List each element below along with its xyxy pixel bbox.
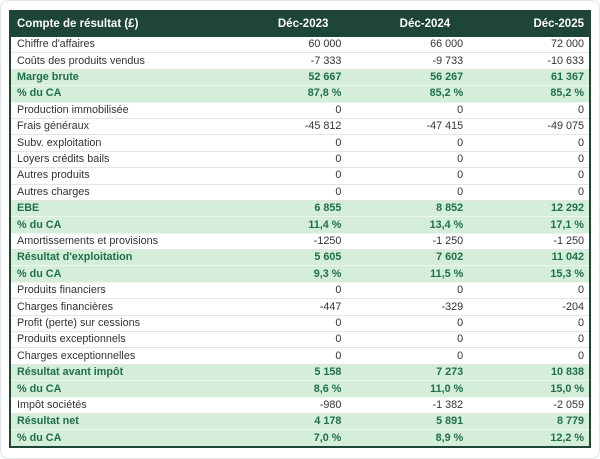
cell-value: 12 292 [468, 200, 590, 216]
cell-value: 0 [346, 102, 468, 118]
row-label: % du CA [10, 86, 225, 102]
cell-value: 8 852 [346, 200, 468, 216]
cell-value: 0 [468, 332, 590, 348]
row-label: % du CA [10, 381, 225, 397]
table-row [10, 184, 590, 200]
cell-value: 11,4 % [225, 217, 347, 233]
row-label: Frais généraux [10, 118, 225, 134]
cell-value: 7,0 % [225, 430, 347, 447]
cell-value: 0 [468, 151, 590, 167]
row-label: Produits financiers [10, 282, 225, 298]
table-header-title: Compte de résultat (£) [10, 11, 225, 37]
cell-value: -10 633 [468, 53, 590, 69]
row-label: Autres produits [10, 168, 225, 184]
cell-value: 60 000 [225, 37, 347, 53]
table-header-dec-2024: Déc-2024 [346, 11, 468, 37]
cell-value: -47 415 [346, 118, 468, 134]
cell-value: 5 605 [225, 250, 347, 266]
table-row [10, 217, 590, 233]
cell-value: 0 [468, 102, 590, 118]
table-row [10, 69, 590, 85]
cell-value: -447 [225, 299, 347, 315]
cell-value: 15,3 % [468, 266, 590, 282]
cell-value: 11 042 [468, 250, 590, 266]
cell-value: 0 [225, 135, 347, 151]
cell-value: -49 075 [468, 118, 590, 134]
cell-value: 8,9 % [346, 430, 468, 447]
table-body [10, 37, 590, 447]
row-label: Résultat net [10, 413, 225, 429]
table-row [10, 86, 590, 102]
cell-value: 9,3 % [225, 266, 347, 282]
cell-value: 11,5 % [346, 266, 468, 282]
income-statement-table [9, 10, 591, 448]
cell-value: 52 667 [225, 69, 347, 85]
cell-value: 66 000 [346, 37, 468, 53]
cell-value: 56 267 [346, 69, 468, 85]
cell-value: 0 [225, 184, 347, 200]
cell-value: -2 059 [468, 397, 590, 413]
cell-value: 0 [346, 315, 468, 331]
row-label: Autres charges [10, 184, 225, 200]
cell-value: 0 [468, 184, 590, 200]
table-header-dec-2023: Déc-2023 [225, 11, 347, 37]
income-statement-container [9, 10, 591, 448]
row-label: Subv. exploitation [10, 135, 225, 151]
row-label: Résultat d'exploitation [10, 250, 225, 266]
cell-value: 0 [225, 151, 347, 167]
cell-value: 0 [468, 282, 590, 298]
cell-value: 0 [225, 332, 347, 348]
table-row [10, 332, 590, 348]
cell-value: -1 250 [346, 233, 468, 249]
table-row [10, 282, 590, 298]
table-row [10, 364, 590, 380]
row-label: Résultat avant impôt [10, 364, 225, 380]
table-row [10, 168, 590, 184]
cell-value: 5 891 [346, 413, 468, 429]
table-row [10, 102, 590, 118]
cell-value: 17,1 % [468, 217, 590, 233]
cell-value: 0 [225, 168, 347, 184]
cell-value: 13,4 % [346, 217, 468, 233]
cell-value: 0 [225, 102, 347, 118]
cell-value: 72 000 [468, 37, 590, 53]
cell-value: 5 158 [225, 364, 347, 380]
cell-value: 4 178 [225, 413, 347, 429]
cell-value: -1250 [225, 233, 347, 249]
cell-value: 6 855 [225, 200, 347, 216]
row-label: Coûts des produits vendus [10, 53, 225, 69]
cell-value: 0 [468, 348, 590, 364]
cell-value: 8,6 % [225, 381, 347, 397]
cell-value: 10 838 [468, 364, 590, 380]
cell-value: 11,0 % [346, 381, 468, 397]
row-label: % du CA [10, 217, 225, 233]
table-header-dec-2025: Déc-2025 [468, 11, 590, 37]
table-row [10, 53, 590, 69]
cell-value: 7 602 [346, 250, 468, 266]
row-label: EBE [10, 200, 225, 216]
row-label: Charges exceptionnelles [10, 348, 225, 364]
table-row [10, 233, 590, 249]
cell-value: -45 812 [225, 118, 347, 134]
cell-value: 0 [346, 135, 468, 151]
cell-value: 0 [468, 315, 590, 331]
table-row [10, 315, 590, 331]
row-label: Produits exceptionnels [10, 332, 225, 348]
cell-value: -9 733 [346, 53, 468, 69]
row-label: Chiffre d'affaires [10, 37, 225, 53]
cell-value: -329 [346, 299, 468, 315]
table-row [10, 118, 590, 134]
cell-value: 15,0 % [468, 381, 590, 397]
row-label: Profit (perte) sur cessions [10, 315, 225, 331]
cell-value: 0 [225, 282, 347, 298]
table-row [10, 151, 590, 167]
row-label: Loyers crédits bails [10, 151, 225, 167]
table-row [10, 266, 590, 282]
table-row [10, 381, 590, 397]
row-label: Charges financières [10, 299, 225, 315]
row-label: Impôt sociétés [10, 397, 225, 413]
cell-value: -1 250 [468, 233, 590, 249]
row-label: Marge brute [10, 69, 225, 85]
row-label: Production immobilisée [10, 102, 225, 118]
cell-value: 7 273 [346, 364, 468, 380]
table-row [10, 37, 590, 53]
row-label: Amortissements et provisions [10, 233, 225, 249]
cell-value: 0 [468, 168, 590, 184]
cell-value: 0 [346, 184, 468, 200]
cell-value: 12,2 % [468, 430, 590, 447]
cell-value: 0 [346, 348, 468, 364]
table-row [10, 430, 590, 447]
row-label: % du CA [10, 266, 225, 282]
table-header-row [10, 11, 590, 37]
cell-value: -7 333 [225, 53, 347, 69]
table-row [10, 348, 590, 364]
cell-value: 85,2 % [468, 86, 590, 102]
table-row [10, 413, 590, 429]
cell-value: 0 [346, 332, 468, 348]
row-label: % du CA [10, 430, 225, 447]
table-header [10, 11, 590, 37]
table-row [10, 250, 590, 266]
cell-value: -204 [468, 299, 590, 315]
cell-value: -980 [225, 397, 347, 413]
cell-value: 0 [346, 151, 468, 167]
cell-value: 8 779 [468, 413, 590, 429]
cell-value: 0 [346, 168, 468, 184]
cell-value: 85,2 % [346, 86, 468, 102]
cell-value: 0 [468, 135, 590, 151]
table-row [10, 135, 590, 151]
cell-value: -1 382 [346, 397, 468, 413]
cell-value: 0 [225, 348, 347, 364]
cell-value: 0 [346, 282, 468, 298]
cell-value: 0 [225, 315, 347, 331]
cell-value: 87,8 % [225, 86, 347, 102]
table-row [10, 299, 590, 315]
table-row [10, 200, 590, 216]
table-row [10, 397, 590, 413]
cell-value: 61 367 [468, 69, 590, 85]
